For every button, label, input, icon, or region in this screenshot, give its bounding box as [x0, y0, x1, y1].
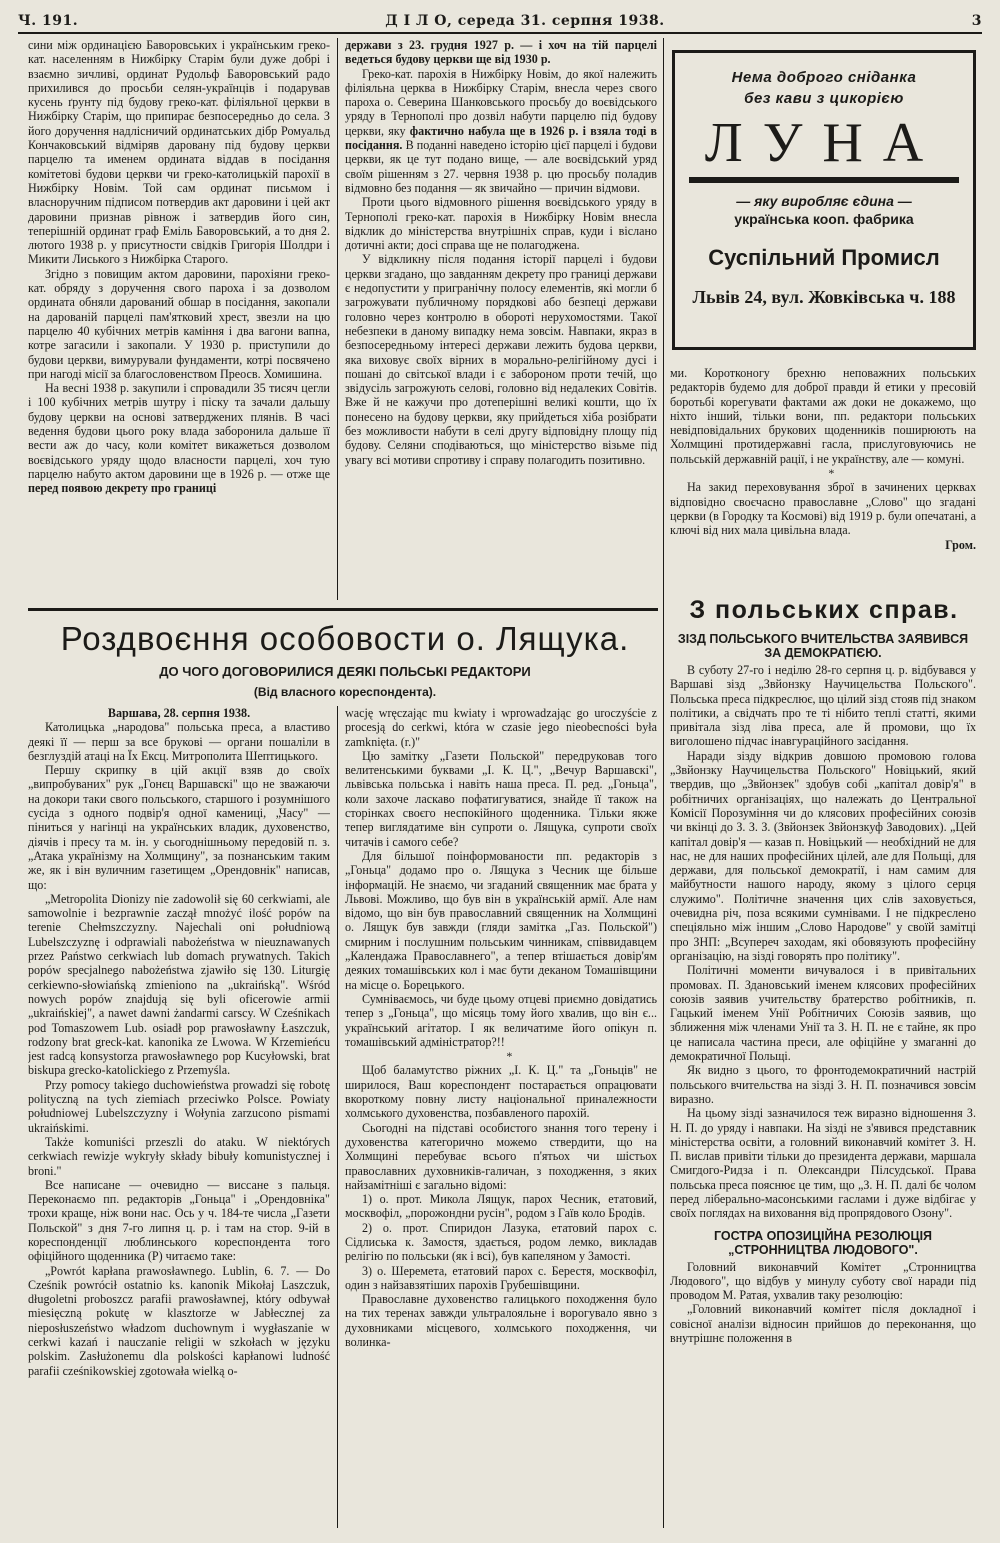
column-divider — [663, 38, 664, 1528]
paragraph: Католицька „народова" польська преса, а властиво деякі її — перш за все брукові — органи пошаліли в безглуздій атаці на Їх Ексц. Митрополита Шептицького. — [28, 720, 330, 763]
page-header — [18, 10, 982, 34]
paragraph: „Головний виконавчий комітет після докладної і совісної аналізи відносин прийшов до переконання, що внутрішнє положення в — [670, 1302, 976, 1346]
paragraph: Згідно з повищим актом даровини, парохіяни греко-кат. обряду з доручення свого пароха і за дозволом ордината обняли дарований обшар в посідання, закопали на дарованій парцелі пам'ятковий хрест, звезли на цю парцелю 40 кубічних метрів каміння і два вагони вапна, котре загасили і закопали. У 1930 р. приступили до будови церкви, вимурували фундаменти, котрі посвячено при нагоді місії за благословенством Преосв. Хомишина. — [28, 266, 330, 381]
list-item: 1) о. прот. Микола Лящук, парох Чесник, етатовий, москвофіл, „порожондни русін", родом з Гаїв коло Бродів. — [345, 1192, 657, 1221]
ad-tagline-2: без кави з цикорією — [744, 90, 904, 107]
paragraph: Першу скрипку в цій акції взяв до своїх „випробуваних" рук „Гонєц Варшавскі" що не зважаючи на докори таки свого польського, старшого і розумнішого сусіда з одного подвір'я одної камениці, „Часу" — піниться у нагінці на українських владик, духовенство, діячів і пресу та м. ін. у сьогоднішньому передовій п. з. „Атака українізму на Холмщину", за познанським таким же, як і він вуличним газетищем „Орендовнік" написав, що: — [28, 763, 330, 892]
horizontal-rule — [28, 608, 658, 611]
paragraph: Сьогодні на підставі особистого знання того терену і духовенства категорично можемо ствердити, що на Холмщині перебуває всього п'ятьох чи шістьох православних духовників-галичан, з походження, з яких найзамітніші є загально відомі: — [345, 1120, 657, 1192]
paragraph: В суботу 27-го і неділю 28-го серпня ц. р. відбувався у Варшаві зізд „Звйонзку Научицельства Польского". Польська преса підкреслює, що цілий зізд стояв під знаком політики, а свідчать про те ті нібито теплі статті, якими привітала зізд ліва преса, але й промови, що їх виголошено підчас інавгураційного засідання. — [670, 663, 976, 749]
paragraph: держави з 23. грудня 1927 р. — і хоч на тій парцелі ведеться будову церкви ще від 1930 р. — [345, 38, 657, 67]
top-article-col1 — [28, 38, 330, 604]
column-divider — [337, 38, 338, 600]
paragraph: Політичні моменти вичувалося і в привітальних промовах. П. Здановський іменем клясових професійних союзів заявив учительству братерство робітників, п. Гацький іменем Унії Робітничих Союзів заявив, що зближення між членами Унії та З. Н. П. не є тайне, як про це написала частина преси, але офіційне у змаганні до демократичної Польщі. — [670, 963, 976, 1064]
paragraph: Головний виконавчий Комітет „Стронництва Людового", що відбув у минулу суботу свої наради під проводом М. Ратая, ухвалив таку резолюцію: — [670, 1259, 976, 1303]
paragraph: Сумніваємось, чи буде цьому отцеві приємно довідатись тепер з „Гоньца", що місяць тому його хвалив, що він є... український агітатор. І як величатиме його опікун п. томашівський адміністратор?!! — [345, 991, 657, 1049]
section-title: З польських справ. — [689, 596, 959, 624]
ad-tagline-4: українська кооп. фабрика — [734, 211, 914, 227]
ad-company: Суспільний Промисл — [708, 245, 940, 270]
ad-address: Львів 24, вул. Жовківська ч. 188 — [692, 287, 956, 307]
paragraph: На весні 1938 р. закупили і спровадили 35 тисяч цегли і 100 кубічних метрів шутру і піску та зачали дальшу будову церкви на основі затверджених плянів. В часі ведення будови цього року влада заборонила дальше її вести аж до часу, коли комітет викажеться дозволом воєвідського уряду щодо власности парцелі, хоч тую парцелю набуто актом даровини ще в 1926 р. — отже ще перед появою декрету про границі — [28, 381, 330, 496]
paragraph: Греко-кат. парохія в Нижбірку Новім, до якої належить філіяльна церква в Нижбірку Старім, внесла через свого пароха о. Северина Шанковського просьбу до воєвідського уряду в Тернополі про дозвіл набути парцелю під будову церкви, яку фактично набула ще в 1926 р. і взяла тоді в посідання. В поданні наведено історію цієї парцелі і будови церкви, як це тут подано вище, — але воєвідський уряд своїм рішенням з 27. червня 1938 р. цю просьбу поладив відмовно без подання — як звичайно — причин відмови. — [345, 66, 657, 195]
signature: Гром. — [945, 537, 976, 552]
main-article-col1 — [28, 706, 330, 1516]
ad-tagline-3: — яку виробляє єдина — — [736, 193, 912, 209]
quote-paragraph: Przy pomocy takiego duchowieństwa prowadzi się robotę polityczną na tych ziemiach przeciwko Polsce. Powiaty południowej Lubelszczyzny i Wołynia zarzucono pismami ukraińskimi. — [28, 1077, 330, 1135]
list-item: 3) о. Шеремета, етатовий парох с. Берестя, москвофіл, один з найзавзятіших парохів Грубешівщини. — [345, 1263, 657, 1292]
paragraph: На цьому зізді зазначилося теж виразно відношення З. Н. П. до уряду і навпаки. На зізді не з'явився представник міністерства освіти, а головний виконавчий комітет З. Н. П. вислав привіти тільки до президента держави, маршала Смигдого-Ридза і п. Олександри Пілсудської. Права польська преса пояснює це тим, що „З. Н. П. далі бє чолом перед ліберально-масонськими гаслами і дуже відбігає у своїх поглядах на виховання від пропрядового Озону". — [670, 1106, 976, 1221]
paragraph: У відкликну після подання історії парцелі і будови церкви згадано, що завданням декрету про границі держави є недопустити у пригранічну полосу елементів, які могли б загрожувати публичному порядкові або безпеці держави головно через контролю в обороті нерухомостями. Такої небезпеки в даному випадку нема зовсім. Навпаки, якраз в безпосередньому інтересі держави лежить будова церкви, яка виховує своїх вірних в морально-релігійному дусі і пошані до світської влади і є забороном проти течій, що звідусіль загрожують селові, головно від недалеких Совітів. Вже й не кажучи про дотеперішні великі кошти, що їх понесено на будову церкви, яку прийдеться хіба розібрати без можливости набути в селі другу відповідну площу під будову. Селяни сподіваються, що міністерство візьме під увагу всі мотиви спротиву і справу полагодить позитивно. — [345, 252, 657, 467]
paragraph: Наради зізду відкрив довшою промовою голова „Звйонзку Научицельства Польского" Новіцький, який твердив, що „Звйонзек" здобув собі „капітал довір'я" в робітничих організаціях, що належать до Центральної Комісії Порозуміння чи до клясових професійних союзів чи вкінці до З. З. З. (Звйонзек Звйонзкуф Заводових). „Цей капітал довір'я — казав п. Новіцький — необхідний не для нас, не для наших професійних цілей, але для Польщі, для держави, для польської демократії, і нам самим для майбутности нашого народу, якому з цілого серця служимо". Політичне значення цих слів заховується, очевидна річ, поза всякими сумнівами. І не підкреслено спеціяльно між іншим „Слово Народове" у своїй замітці про ЗНП: „Всупереч заходам, які обовязують професійну організацію, на зізді говорять про політику". — [670, 748, 976, 963]
paragraph: Проти цього відмовного рішення воєвідського уряду в Тернополі греко-кат. парохія в Нижбірку Новім внесла відклик до міністерства внутрішніх справ, куди і віслано дотичні акти; досі справа ще не полагоджена. — [345, 195, 657, 253]
main-subheadline: ДО ЧОГО ДОГОВОРИЛИСЯ ДЕЯКІ ПОЛЬСЬКІ РЕДАКТОРИ — [159, 664, 531, 679]
separator-star: * — [828, 466, 835, 481]
ad-divider — [689, 177, 959, 183]
right-top-col — [670, 366, 976, 586]
quote-paragraph: Także komuniści przeszli do ataku. W niektórych cerkwiach rewizje wykryły składy bibuły komunistycznej i broni." — [28, 1134, 330, 1178]
byline: (Від власного кореспондента). — [253, 685, 437, 699]
paragraph: wację wręczając mu kwiaty i wprowadzając go uroczyście z procesją do cerkwi, która w czasie jego nieobecności była zamknięta. (r.)" — [345, 706, 657, 749]
paragraph: Все написане — очевидно — виссане з пальця. Переконаємо пп. редакторів „Гоньца" і „Орендовніка" трохи краще, ніж вони нас. Ось у ч. 184-те числа „Газети Польской" з дня 7-го липня ц. р. і там на стор. 9-ій в кореспонденції люблинського кореспондента того офіційного щоденника (Р) читаємо таке: — [28, 1177, 330, 1264]
top-article-col2 — [345, 38, 657, 604]
paragraph: Як видно з цього, то фронтодемократичний настрій польського вчительства на зізді З. Н. П. позначився зовсім виразно. — [670, 1063, 976, 1106]
main-headline: Роздвоєння особовости о. Лящука. — [60, 620, 630, 657]
issue-number: Ч. 191. — [18, 13, 79, 29]
column-divider — [337, 706, 338, 1528]
paragraph: Православне духовенство галицького походження було на тих теренах завжди ультралояльне і ворогувало явно з духовниками місцевого, холмського походження, чи волинка- — [345, 1292, 657, 1350]
ad-tagline-1: Нема доброго сніданка — [731, 69, 917, 86]
paragraph: На закид переховування зброї в зачинених церквах відповідно своєчасно православне „Слово" що згадані церкви (в Городку та Космові) від 1919 р. були опечатані, а ключі від них мала цивільна влада. — [670, 480, 976, 538]
paragraph: Цю замітку „Газети Польской" передруковав того велитенськими буквами „І. К. Ц.", „Вечур Варшавскі", львівська польська і навіть наша преса. П. ред. „Гоньца", коли захоче ласкаво пофатигуватися, знайде її також на сторінках своєго неспокійного щоденника. Тільки якже тепер виглядатиме він супроти о. Лящука, супроти своїх читачів і самого себе? — [345, 748, 657, 849]
quote-paragraph: „Metropolita Dionizy nie zadowolił się 60 cerkwiami, ale samowolnie i bezprawnie zaczął mnożyć ilość popów na terenie Chełmszczyzny. Najechali oni południową Lubelszczyznę i odprawiali nabożeństwa w nieuznawanych przez Państwo cerkwiach lub domach prywatnych. Takich popów specjalnego nabożeństwa zjawiło się 130. Liturgię cerkiewno-słowiańską zmieniono na „ukraińską". Wśród nowych popów znajdują się byli oficerowie armii „ukraińskiej", a nawet dawni żandarmi carscy. W Cześnikach pod Tomaszowem Lub. osiadł pop prawosławny Łaszczuk, rodzony brat greck-kat. kanonika ze Lwowa. W Krzemieńcu jest radcą konsystorza prawosławnego pop Kucyłowski, brat biskupa grecko-katolickiego z Przemyśla. — [28, 891, 330, 1078]
page-number: 3 — [971, 13, 982, 29]
article-title: ГОСТРА ОПОЗИЦІЙНА РЕЗОЛЮЦІЯ „СТРОННИЦТВА ЛЮДОВОГО". — [713, 1228, 933, 1257]
masthead: Д І Л О, середа 31. серпня 1938. — [385, 13, 665, 29]
paragraph: ми. Коротконогу брехню неповажних польських редакторів будемо для доброї правди й етики у пресовій боротьбі корегувати фактами аж доки не докажемо, що ніхто інший, тільки вони, пп. редактори польських невідповідальних брукових щоденників поширюють на Холмщині протидержавні гасла, прислуговуючись не польській державній рації, і не українству, але — комуні. — [670, 366, 976, 466]
list-item: 2) о. прот. Спиридон Лазука, етатовий парох с. Сідлиська к. Замостя, здається, родом лемко, викладав релігію по польськи (як і всі), був капеляном у Замості. — [345, 1220, 657, 1264]
paragraph: сини між ординацією Баворовських і українським греко-кат. населенням в Нижбірку Старім були дуже добрі і взаємно зичливі, ординат Рудольф Баворовський радо прихилився до просьби селян-українців і подарував кусень ґрунту під будову греко-кат. філіяльної церкви в Нижбірку Старім, що припирає безпосередньо до села. З його доручення надлісничий ординатських дібр Ромуальд Кончаковський відміряв даровану під будову церкви парцелю та именем ордината віддав в посідання комітетові будови церкви чи греко-католицькій парохії в Нижбірку Новім. Той сам ординат письмом і власноручним підписом потвердив акт даровини і цей акт даровини признав рівнож і затвердив його син, теперішній ординат граф Еміль Баворовський, а то дня 2. лютого 1938 р. у присутности свідків Григорія Шолдри і Микити Лиського з Нижбірка Старого. — [28, 38, 330, 267]
paragraph: Щоб баламутство ріжних „І. К. Ц." та „Гоньців" не ширилося, Ваш кореспондент постарається опрацювати вкороткому повну листу національної приналежности холмського духовенства, позбавленого парохій. — [345, 1063, 657, 1121]
dateline: Варшава, 28. серпня 1938. — [107, 706, 251, 720]
polish-affairs-col — [670, 630, 976, 1530]
main-article-col2 — [345, 706, 657, 1528]
article-title: ЗІЗД ПОЛЬСЬКОГО ВЧИТЕЛЬСТВА ЗАЯВИВСЯ ЗА ДЕМОКРАТІЄЮ. — [677, 632, 969, 660]
quote-paragraph: „Powrót kapłana prawosławnego. Lublin, 6. 7. — Do Cześnik powrócił ostatnio ks. kanonik Mikołaj Laszczuk, długoletni proboszcz parafii prawosławnej, który odbywał miesięczną pokutę w klasztorze w Jabłecznej za nieposłuszeństwo władzom duchownym i wygłaszanie w cerkwi kazań i nauczanie religii w szkołach w języku polskim. Zasłużonemu dla polskości kapłanowi ludność parafii cześnikowskiej zgotowała wielką o- — [28, 1263, 330, 1378]
paragraph: Для більшої поінформованости пп. редакторів з „Гоньца" додамо про о. Лящука з Чесник ще більше інформацій. Не знаємо, чи згаданий священник має брата у Львові. Можливо, що був він в українській армії. Але нам відомо, що він був православний священник на Холмщині о. Лящук був завжди (гляди замітка „Газ. Польской") смирним і послушним польським чинникам, співвидавцем „Календажа Православнего", а тепер втішається довір'ям деяких томашівських кол і має бути деканом Томашівщини на місце о. Борецького. — [345, 848, 657, 992]
ad-brand: ЛУНА — [704, 112, 944, 174]
advertisement-luna — [672, 50, 976, 350]
separator-star: * — [506, 1049, 513, 1064]
